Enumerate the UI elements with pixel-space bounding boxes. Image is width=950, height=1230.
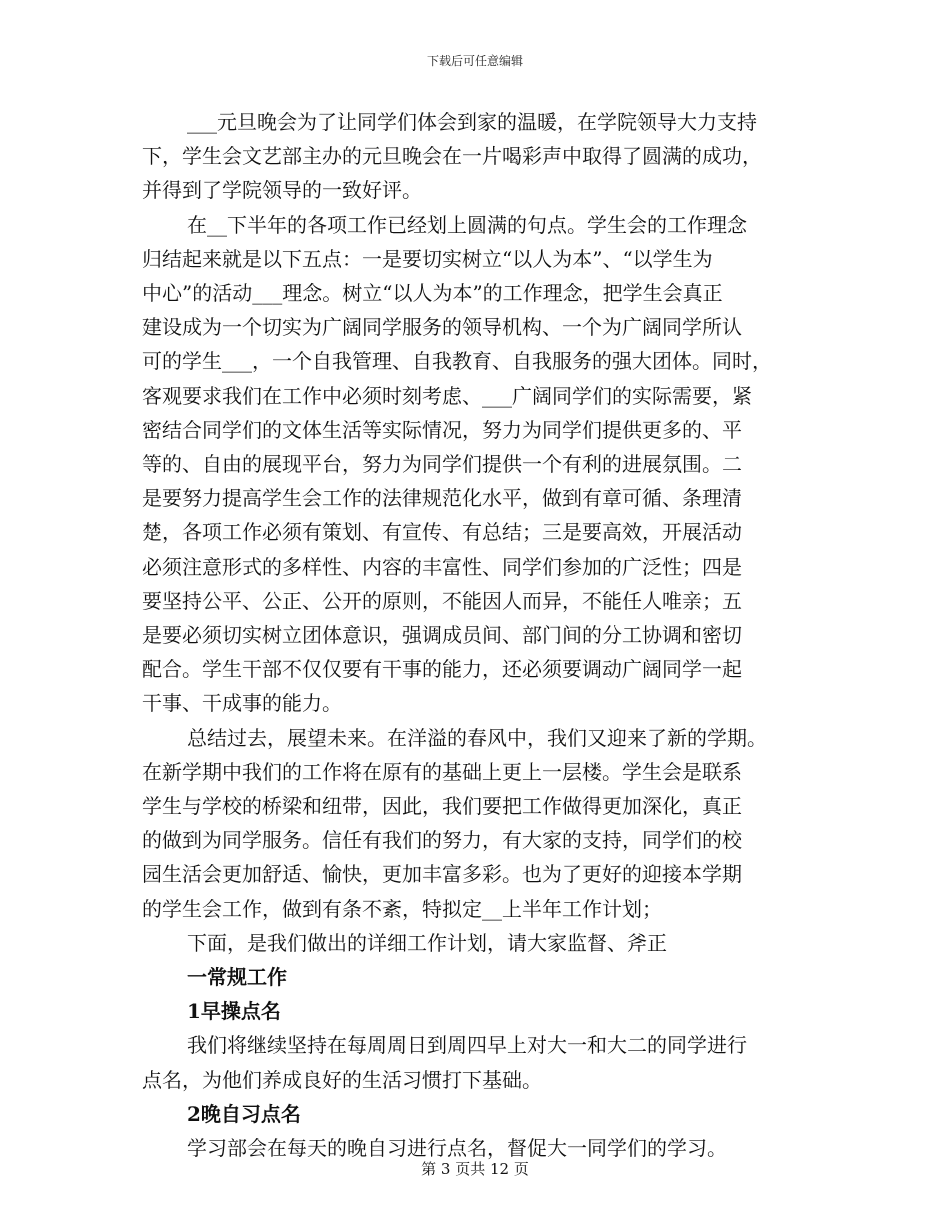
- section-heading: 2晚自习点名: [187, 1101, 301, 1126]
- page-header: 下载后可任意编辑: [426, 54, 523, 68]
- body-text-line: 干事、干成事的能力。: [142, 691, 342, 716]
- body-text-line: 学生与学校的桥梁和纽带，因此，我们要把工作做得更加深化，真正: [142, 794, 742, 818]
- body-text-line: 的做到为同学服务。信任有我们的努力，有大家的支持，同学们的校: [142, 828, 742, 853]
- body-text-line: 归结起来就是以下五点：一是要切实树立“以人为本”、“以学生为: [142, 246, 713, 271]
- body-text-line: 并得到了学院领导的一致好评。: [142, 178, 422, 203]
- body-text-line: 中心”的活动___理念。树立“以人为本”的工作理念，把学生会真正: [142, 281, 723, 305]
- body-text-line: 密结合同学们的文体生活等实际情况，努力为同学们提供更多的、平: [142, 417, 742, 442]
- body-text-line: 点名，为他们养成良好的生活习惯打下基础。: [142, 1067, 542, 1092]
- body-text-line: 是要必须切实树立团体意识，强调成员间、部门间的分工协调和密切: [142, 623, 742, 647]
- body-text-line: 在新学期中我们的工作将在原有的基础上更上一层楼。学生会是联系: [142, 759, 742, 784]
- body-text-line: 配合。学生干部不仅仅要有干事的能力，还必须要调动广阔同学一起: [142, 657, 742, 682]
- body-text-line: 楚，各项工作必须有策划、有宣传、有总结；三是要高效，开展活动: [142, 520, 742, 545]
- body-text-line: 园生活会更加舒适、愉快，更加丰富多彩。也为了更好的迎接本学期: [142, 862, 742, 887]
- body-text-line: 在__下半年的各项工作已经划上圆满的句点。学生会的工作理念: [187, 212, 747, 237]
- body-text-line: 可的学生___，一个自我管理、自我教育、自我服务的强大团体。同时，: [142, 349, 772, 374]
- body-text-line: 必须注意形式的多样性、内容的丰富性、同学们参加的广泛性；四是: [142, 554, 742, 579]
- page-footer: 第 3 页共 12 页: [421, 1160, 529, 1178]
- body-text-line: 等的、自由的展现平台，努力为同学们提供一个有利的进展氛围。二: [142, 452, 742, 476]
- body-text-line: 要坚持公平、公正、公开的原则，不能因人而异，不能任人唯亲；五: [142, 588, 742, 613]
- section-heading: 1早操点名: [187, 999, 281, 1024]
- body-text-line: 我们将继续坚持在每周周日到周四早上对大一和大二的同学进行: [187, 1033, 747, 1058]
- body-text-line: 总结过去，展望未来。在洋溢的春风中，我们又迎来了新的学期。: [187, 725, 767, 750]
- body-text-line: 建设成为一个切实为广阔同学服务的领导机构、一个为广阔同学所认: [142, 315, 742, 340]
- body-text-line: 下，学生会文艺部主办的元旦晚会在一片喝彩声中取得了圆满的成功，: [142, 144, 762, 169]
- body-text-line: 的学生会工作，做到有条不紊，特拟定__上半年工作计划；: [142, 896, 662, 921]
- section-heading: 一常规工作: [187, 965, 287, 989]
- body-text-line: 下面，是我们做出的详细工作计划，请大家监督、斧正: [187, 930, 667, 955]
- body-text-line: 客观要求我们在工作中必须时刻考虑、___广阔同学们的实际需要，紧: [142, 383, 752, 408]
- body-text-line: 学习部会在每天的晚自习进行点名，督促大一同学们的学习。: [187, 1136, 727, 1160]
- body-text-line: ___元旦晚会为了让同学们体会到家的温暖，在学院领导大力支持: [187, 110, 757, 134]
- body-text-line: 是要努力提高学生会工作的法律规范化水平，做到有章可循、条理清: [142, 486, 742, 511]
